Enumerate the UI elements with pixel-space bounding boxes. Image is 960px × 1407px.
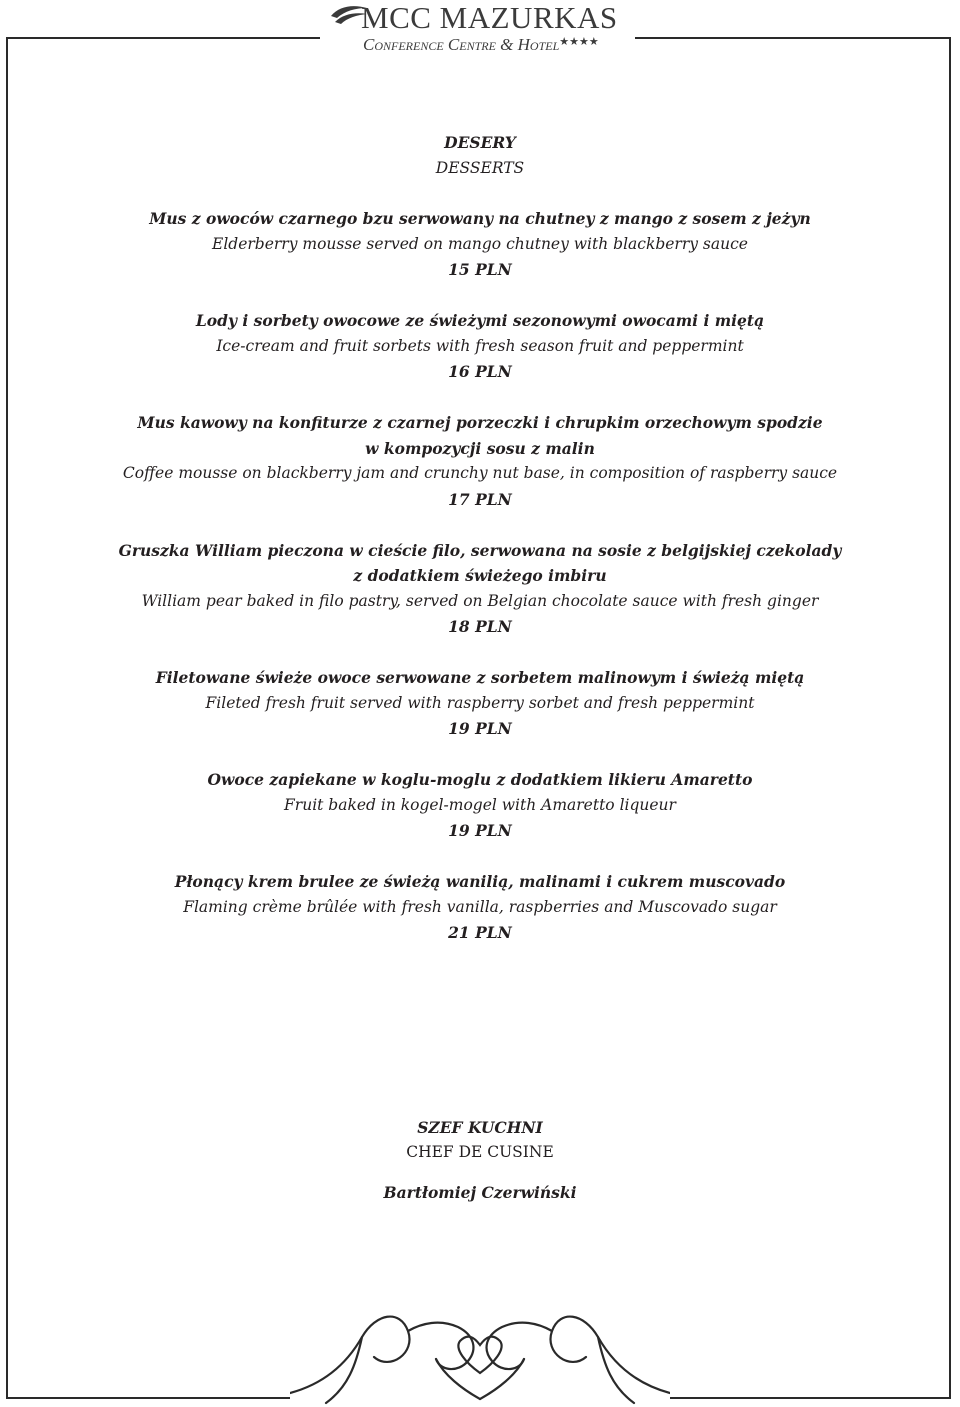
dessert-name-en: Flaming crème brûlée with fresh vanilla, raspberries and Muscovado sugar — [183, 897, 777, 916]
dessert-item — [0, 767, 960, 844]
dessert-name-en: Coffee mousse on blackberry jam and crunchy nut base, in composition of raspberry sauce — [122, 464, 838, 482]
hotel-logo — [325, 0, 630, 55]
dessert-item — [0, 538, 960, 640]
logo-sub-text — [363, 33, 599, 54]
dessert-item — [0, 869, 960, 946]
dessert-item — [0, 665, 960, 742]
dessert-price: 15 PLN — [448, 260, 512, 279]
dessert-name-pl: Owoce zapiekane w koglu-moglu z dodatkiem likieru Amaretto — [207, 770, 753, 789]
dessert-name-pl: Gruszka William pieczona w cieście filo, serwowana na sosie z belgijskiej czekolady — [118, 540, 842, 560]
dessert-price: 19 PLN — [448, 821, 512, 840]
dessert-name-en: Fileted fresh fruit served with raspberry sorbet and fresh peppermint — [205, 693, 755, 712]
section-title-pl: DESERY — [444, 133, 516, 152]
dessert-list — [0, 206, 960, 946]
dessert-price: 18 PLN — [448, 617, 512, 636]
dessert-name-en: Ice-cream and fruit sorbets with fresh season fruit and peppermint — [216, 336, 744, 355]
dessert-name-pl: Filetowane świeże owoce serwowane z sorbetem malinowym i świeżą miętą — [155, 668, 805, 687]
dessert-name-pl: Mus z owoców czarnego bzu serwowany na chutney z mango z sosem z jeżyn — [149, 209, 811, 228]
dessert-name-en: Fruit baked in kogel-mogel with Amaretto liqueur — [284, 795, 676, 814]
dessert-item — [0, 206, 960, 283]
dessert-price: 19 PLN — [448, 719, 512, 738]
dessert-name-pl: Mus kawowy na konfiturze z czarnej porzeczki i chrupkim orzechowym spodzie — [137, 413, 823, 432]
section-title-en: DESSERTS — [435, 158, 525, 177]
chef-signature — [0, 1115, 960, 1205]
chef-title-en: CHEF DE CUSINE — [406, 1143, 554, 1161]
dessert-price: 17 PLN — [448, 489, 512, 509]
dessert-price: 21 PLN — [448, 923, 512, 942]
logo-main-text: MCC MAZURKAS — [361, 0, 618, 35]
dessert-name-en: William pear baked in filo pastry, served on Belgian chocolate sauce with fresh ginger — [141, 591, 819, 610]
logo-sub-label: Conference Centre & Hotel — [363, 35, 560, 54]
ornament-flourish-icon — [290, 1275, 670, 1407]
logo-stars: ★★★★ — [559, 36, 599, 48]
dessert-name-pl: Lody i sorbety owocowe ze świeżymi sezonowymi owocami i miętą — [195, 311, 765, 330]
dessert-price: 16 PLN — [448, 362, 512, 381]
dessert-name-pl: z dodatkiem świeżego imbiru — [353, 566, 607, 585]
dessert-name-pl: Płonący krem brulee ze świeżą wanilią, malinami i cukrem muscovado — [174, 872, 786, 891]
menu-content — [0, 130, 960, 971]
chef-name: Bartłomiej Czerwiński — [383, 1183, 577, 1202]
dessert-item — [0, 410, 960, 512]
dessert-name-en: Elderberry mousse served on mango chutney with blackberry sauce — [212, 234, 748, 253]
dessert-name-pl: w kompozycji sosu z malin — [365, 438, 595, 458]
dessert-item — [0, 308, 960, 385]
chef-title-pl: SZEF KUCHNI — [417, 1118, 543, 1137]
